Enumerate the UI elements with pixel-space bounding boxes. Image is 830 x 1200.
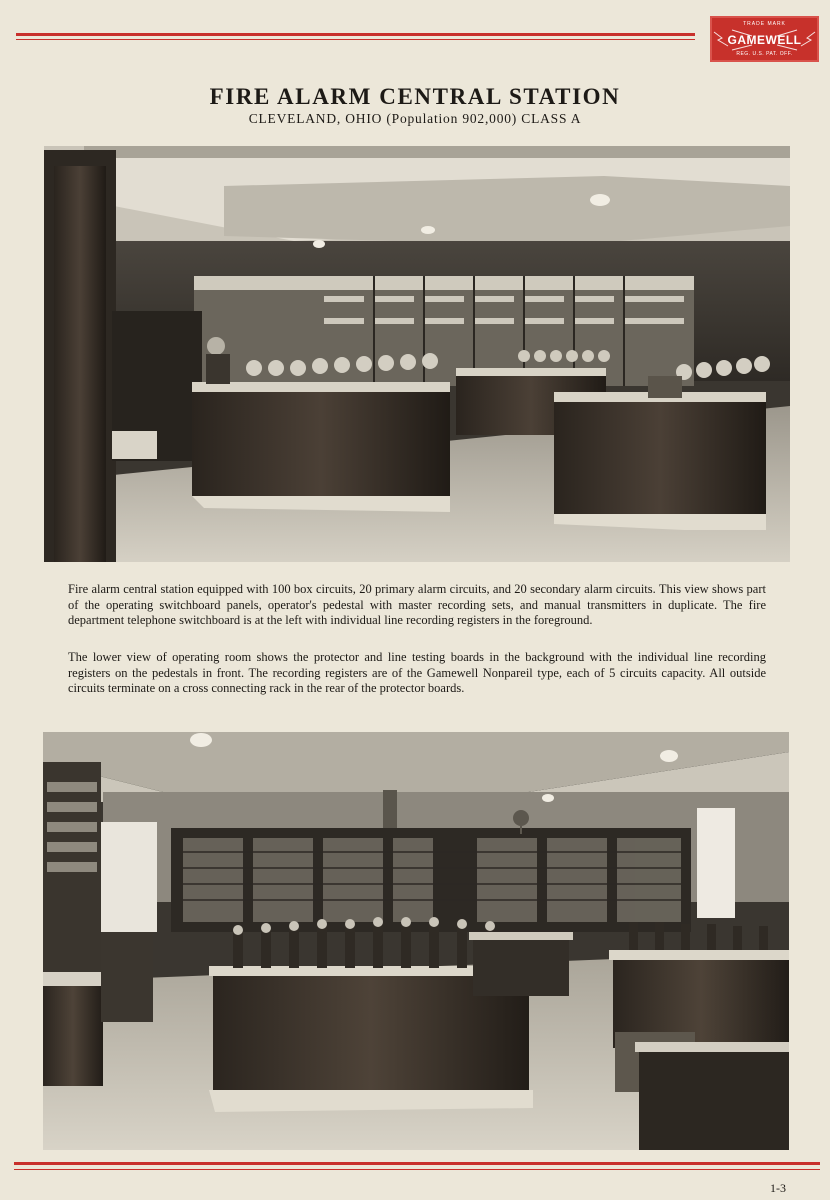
gamewell-logo [710, 16, 819, 62]
protector-boards [171, 828, 691, 932]
page-title: FIRE ALARM CENTRAL STATION [209, 84, 621, 109]
page-subtitle: CLEVELAND, OHIO (Population 902,000) CLASS A [248, 111, 582, 126]
top-photo [44, 146, 790, 562]
top-red-rule [16, 33, 695, 40]
caption-paragraph-2: The lower view of operating room shows the protector and line testing boards in the background with the individual line recording registers on the pedestals in front. The recording registers are of the Gamewell Nonpareil type, each of 5 circuits capacity. All outside circuits terminate on a cross connecting rack in the rear of the protector boards. [68, 650, 766, 696]
page-number: 1-3 [770, 1181, 786, 1195]
logo-trademark-text: TRADE MARK [743, 21, 786, 27]
bottom-red-rule [14, 1162, 820, 1170]
bottom-photo [43, 732, 789, 1150]
caption-paragraph-1: Fire alarm central station equipped with 100 box circuits, 20 primary alarm circuits, and 20 secondary alarm circuits. This view shows part of the operating switchboard panels, operator's pedestal with master recording sets, and manual transmitters in duplicate. The fire department telephone switchboard is at the left with individual line recording registers in the foreground. [68, 582, 766, 628]
logo-name: GAMEWELL [727, 33, 802, 47]
right-register-pedestal [609, 922, 789, 1048]
logo-patent-text: REG. U.S. PAT. OFF. [736, 51, 793, 57]
central-station-photo [44, 146, 790, 562]
operating-room-photo [43, 732, 789, 1150]
